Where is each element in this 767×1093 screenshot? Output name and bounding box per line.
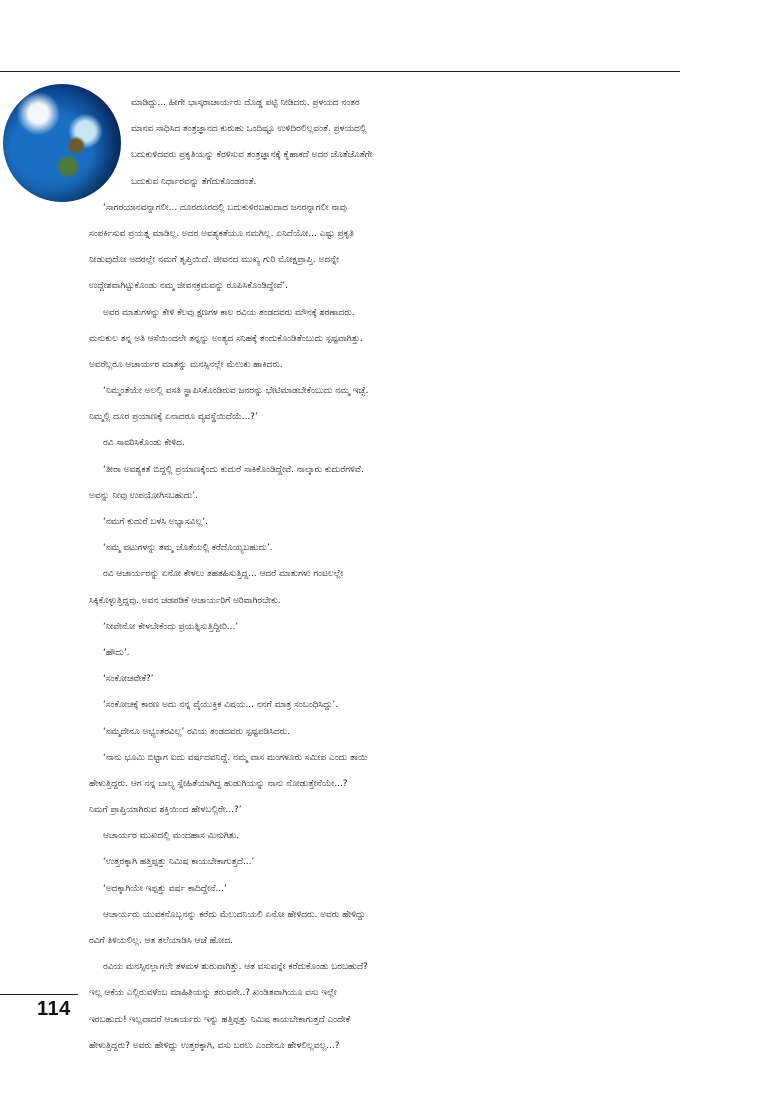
- text-line: ಸಂಪರ್ಕಿಸುವ ಪ್ರಯತ್ನ ಮಾಡಿಲ್ಲ. ಅದರ ಅವಶ್ಯಕತೆಯೂ ನಮಗಿಲ್ಲ. ಏನಿದೆಯೋ... ಎಷ್ಟು ಪ್ರಕೃತಿ: [89, 228, 354, 239]
- text-line: ‘ನಮ್ಮದೇನೂ ಅಭ್ಯಂತರವಿಲ್ಲ’ ರವಿಯ ತಂಡದವರು ಸ್ಪಷ್ಟಪಡಿಸಿದರು.: [103, 726, 291, 737]
- text-line: ‘ನೀವೇನೋ ಕೇಳಬೇಕೆಂದು ಪ್ರಯತ್ನಿಸುತ್ತಿದ್ದೀರಿ...’: [103, 621, 239, 632]
- text-line: ಹೇಳುತ್ತಿದ್ದರು? ಅವರು ಹೇಳಿದ್ದು ಉತ್ತರಕ್ಕಾಗಿ, ವಸು ಬರಲು ಎಂದೇನೂ ಹೇಳಲಿಲ್ಲವಲ್ಲ...?: [89, 1040, 340, 1051]
- text-line: ‘ತೀರಾ ಅವಶ್ಯಕತೆ ಬಿದ್ದಲ್ಲಿ ಪ್ರಯಾಣಕ್ಕೆಂದು ಕುದುರೆ ಸಾಕಿಕೊಂಡಿದ್ದೇವೆ. ನಾಲ್ಕಾರು ಕುದುರೆಗಳಿವೆ.: [103, 464, 364, 475]
- text-line: ಮಾನವ ಸಾಧಿಸಿದ ತಂತ್ರಜ್ಞಾನದ ಕುರುಹು ಒಂದಿಷ್ಟೂ ಉಳಿದಿರಲಿಲ್ಲವಂತೆ. ಪ್ರಳಯದಲ್ಲಿ: [131, 124, 367, 135]
- text-line: ‘ಸಂಕೋಚಕ್ಕೆ ಕಾರಣ ಅದು ನನ್ನ ವೈಯುಕ್ತಿಕ ವಿಷಯ... ನನಗೆ ಮಾತ್ರ ಸಂಬಂಧಿಸಿದ್ದು’.: [103, 700, 339, 711]
- body-text: [0, 90, 680, 1059]
- text-line: ಇರಬಹುದು! ಇಲ್ಲವಾದರೆ ಆಚಾರ್ಯರು ಇನ್ನು ಹತ್ತಿಪ್ಪತ್ತು ನಿಮಿಷ ಕಾಯಬೇಕಾಗುತ್ತದೆ ಎಂದೇಕೆ: [89, 1014, 351, 1025]
- text-line: ನಿಮ್ಮಲ್ಲಿ ದೂರ ಪ್ರಯಾಣಕ್ಕೆ ಏನಾದರೂ ವ್ಯವಸ್ಥೆಯಿದೆಯೆ...?’: [89, 412, 258, 423]
- text-line: ‘ಹೌದು’.: [103, 647, 130, 658]
- text-line: ‘ನಮಗೆ ಕುದುರೆ ಬಳಸಿ ಅಭ್ಯಾಸವಿಲ್ಲ’.: [103, 517, 208, 527]
- page-number: 114: [37, 998, 71, 1020]
- text-line: ರವಿಯ ಮನಸ್ಸಿನಲ್ಲಾಗಲೇ ತಳಮಳ ಶುರುವಾಗಿತ್ತು. ಆತ ವಸುವನ್ನೇ ಕರೆದುಕೊಂಡು ಬರಬಹುದೆ?: [103, 962, 368, 973]
- text-line: ರವಿ ಸಾವರಿಸಿಕೊಂಡು ಕೇಳಿದ.: [103, 438, 185, 449]
- text-line: ‘ನಮ್ಮ ವಟುಗಳನ್ನು ತಮ್ಮ ಜೊತೆಯಲ್ಲಿ ಕರೆದೊಯ್ಯಬಹುದು’.: [103, 543, 273, 554]
- text-line: ಇಲ್ಲ ಆಕೆಯ ಎಲ್ಲಿರುವಳೆಂಬ ಮಾಹಿತಿಯನ್ನು ತರುವನೇ..? ಖಂಡಿತವಾಗಿಯೂ ವಸು ಇಲ್ಲೇ: [89, 988, 337, 999]
- text-line: ಉದ್ದೇಶವಾಗಿಟ್ಟುಕೊಂಡು ನಮ್ಮ ಜೀವನಕ್ರಮವನ್ನು ರೂಪಿಸಿಕೊಂಡಿದ್ದೇವೆ’.: [89, 281, 288, 292]
- text-line: ‘ಸಂಕೋಚವೇಕೆ?’: [103, 674, 154, 685]
- text-line: ನೀಡುವುದೋ ಅದರಲ್ಲೇ ನಮಗೆ ತೃಪ್ತಿಯಿದೆ. ಜೀವನದ ಮುಖ್ಯ ಗುರಿ ಮೋಕ್ಷಪ್ರಾಪ್ತಿ. ಅದನ್ನೇ: [89, 255, 340, 266]
- top-rule: [0, 71, 680, 72]
- text-line: ಬದುಕುವ ನಿರ್ಧಾರವನ್ನು ತೆಗೆದುಕೊಂಡರಂತೆ.: [131, 176, 257, 187]
- text-line: ರವಿಗೆ ತಿಳಿಯಲಿಲ್ಲ. ಆತ ತಲೆಯಾಡಿಸಿ ಆಚೆ ಹೋದ.: [89, 936, 233, 946]
- text-line: ‘ಅದಕ್ಕಾಗಿಯೇ ಇಪ್ಪತ್ತು ವರ್ಷ ಕಾದಿದ್ದೇನೆ...’: [103, 883, 227, 894]
- text-line: ಅವರೆಲ್ಲರೂ ಆಚಾರ್ಯರ ಮಾತನ್ನು ಮನಸ್ಸಿನಲ್ಲೇ ಮೆಲುಕು ಹಾಕಿದರು.: [89, 359, 283, 370]
- text-line: ರವಿ ಆಚಾರ್ಯರನ್ನು ಏನೋ ಕೇಳಲು ತಹತಹಿಸುತ್ತಿದ್ದ... ಆದರೆ ಮಾತುಗಳು ಗಂಟಲಲ್ಲೇ: [103, 569, 344, 580]
- text-line: ಅವನ್ನು ನೀವು ಉಪಯೋಗಿಸಬಹುದು’.: [89, 490, 198, 501]
- text-line: ಅವರ ಮಾತುಗಳನ್ನು ಕೇಳಿ ಕೆಲವು ಕ್ಷಣಗಳ ಕಾಲ ರವಿಯ ತಂಡದವರು ಮೌನಕ್ಕೆ ಶರಣಾದರು.: [103, 307, 355, 318]
- text-line: ಹೇಳುತ್ತಿದ್ದರು. ಆಗ ನನ್ನ ಬಾಲ್ಯ ಸ್ನೇಹಿತೆಯಾಗಿದ್ದ ಹುಡುಗಿಯನ್ನು ನಾನು ನೋಡುತ್ತೇನೆಯೇ...?: [89, 778, 348, 789]
- footer-rule: [0, 994, 78, 995]
- text-line: ‘ಸಾಗರಯಾನವನ್ನಾಗಲೀ... ದೂರದೂರದಲ್ಲಿ ಬದುಕುಳಿರಬಹುದಾದ ಜನರನ್ನಾಗಲೀ ನಾವು: [103, 202, 347, 213]
- text-line: ‘ನಾನು ಭೂಮಿ ಬಿಟ್ಟಾಗ ಐದು ವರ್ಷದವನಿದ್ದೆ. ನಮ್ಮ ವಾಸ ಮಂಗಳೂರು ಸಮೀಪ ಎಂದು ತಾಯಿ: [103, 752, 368, 763]
- text-line: ಆಚಾರ್ಯರ ಮುಖದಲ್ಲಿ ಮಂದಹಾಸ ಮಿನುಗಿತು.: [103, 831, 240, 842]
- text-line: ‘ಉತ್ತರಕ್ಕಾಗಿ ಹತ್ತಿಪ್ಪತ್ತು ನಿಮಿಷ ಕಾಯಬೇಕಾಗುತ್ತದೆ...’: [103, 857, 255, 868]
- text-line: ಬದುಕುಳಿದವರು ಪ್ರಕೃತಿಯನ್ನು ಕೆರಳಿಸುವ ತಂತ್ರಜ್ಞಾನಕ್ಕೆ ಕೈಹಾಕದೆ ಅದರ ಜೊತೆಜೊತೆಗೇ: [131, 150, 373, 161]
- text-line: ಆಚಾರ್ಯರು ಯುವಕನೊಬ್ಬನನ್ನು ಕರೆದು ಮೆಲುದನಿಯಲಿ ಏನೋ ಹೇಳಿದರು. ಅವರು ಹೇಳಿದ್ದು: [103, 909, 366, 920]
- text-line: ಮನುಕುಲ ತನ್ನ ಅತಿ ಆಸೆಯಿಂದಲೇ ತನ್ನನ್ನು ಅಂತ್ಯದ ಸನಿಹಕ್ಕೆ ತಂದುಕೊಂಡಿತೆಂಬುದು ಸ್ಪಷ್ಟವಾಗಿತ್ತು.: [89, 333, 363, 344]
- text-line: ಮಾಡಿದ್ದು... ಹೀಗೇ ಭಾಸ್ಕರಾಚಾರ್ಯರು ದೊಡ್ಡ ಪಟ್ಟಿ ನೀಡಿದರು. ಪ್ರಳಯದ ನಂತರ: [131, 98, 360, 108]
- text-line: ‘ನಿಮ್ಮಂತೆಯೇ ಅಲಲ್ಲಿ ವಸತಿ ಸ್ಥಾಪಿಸಿಕೊಂಡಿರುವ ಜನರನ್ನು ಭೇಟಿಮಾಡಬೇಕೆಂಬುದು ನಮ್ಮ ಇಚ್ಛೆ.: [103, 386, 369, 397]
- text-line: ನಿಮಗೆ ಪ್ರಾಪ್ತಿಯಾಗಿರುವ ಶಕ್ತಿಯಿಂದ ಹೇಳಬಲ್ಲಿರೇ...?’: [89, 805, 242, 816]
- text-line: ಸಿಕ್ಕಿಕೊಳ್ಳುತ್ತಿದ್ದವು. ಅವನ ಚಡಪಡಿಕೆ ಆಚಾರ್ಯರಿಗೆ ಅರಿವಾಗಿರಬೇಕು.: [89, 595, 281, 606]
